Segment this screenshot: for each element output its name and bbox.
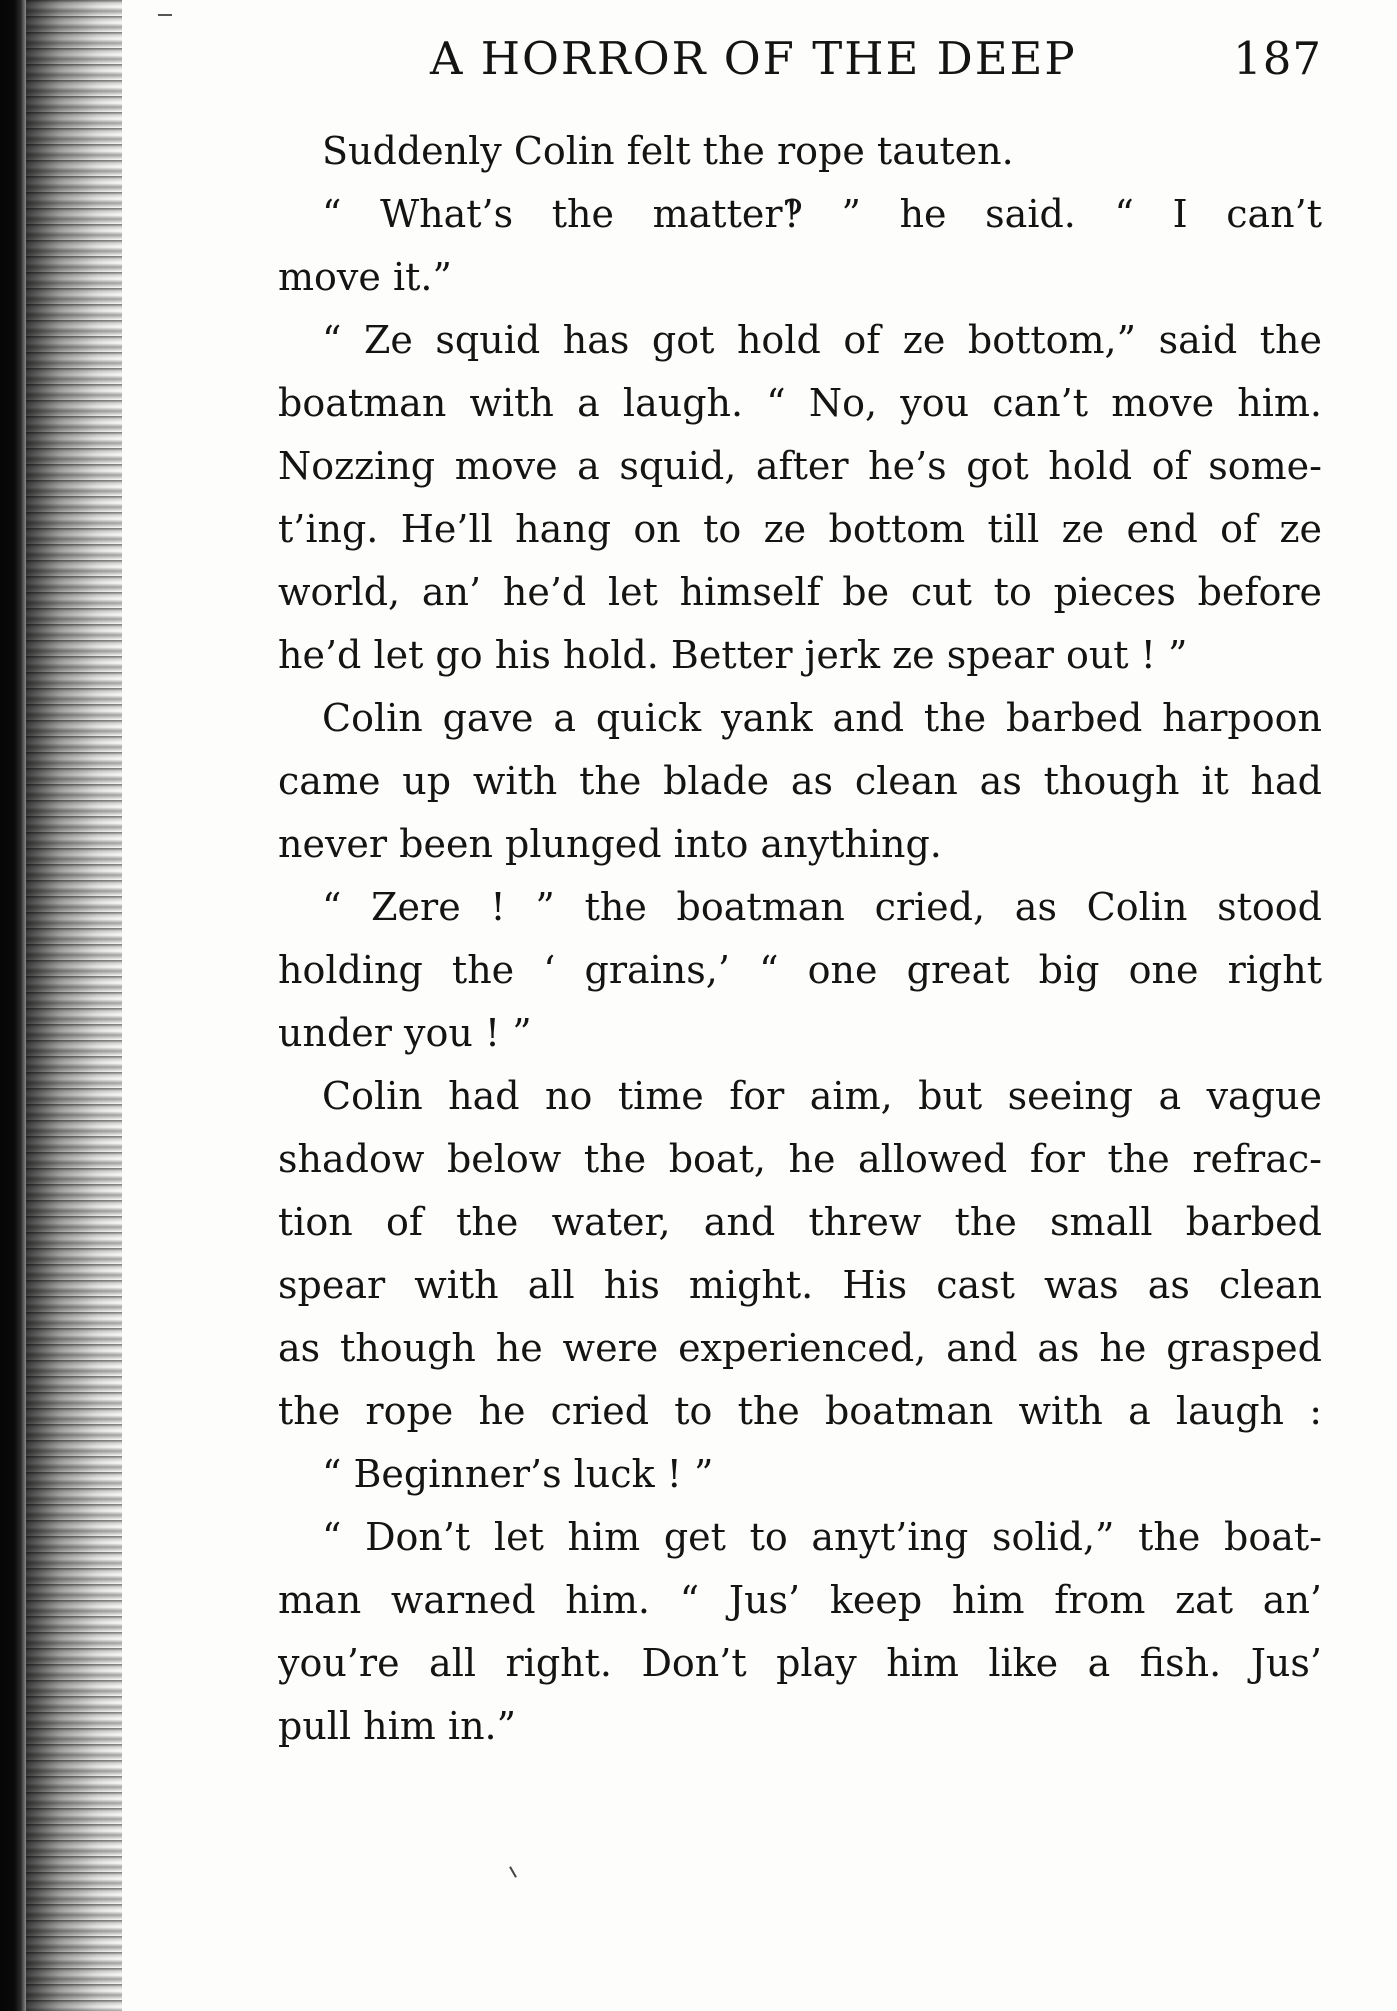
text-line: pull him in.”: [278, 1704, 517, 1748]
text-line: t’ing. He’ll hang on to ze bottom till ze end of ze: [278, 507, 1322, 551]
text-line: “ Ze squid has got hold of ze bottom,” said the: [322, 318, 1322, 362]
page-number: 187: [1233, 32, 1322, 85]
body-text: [278, 120, 1322, 1758]
stray-ink-mark: [509, 1866, 517, 1877]
text-line: “ What’s the matter‽ ” he said. “ I can’t: [322, 192, 1322, 236]
text-line: you’re all right. Don’t play him like a fish. Jus’: [278, 1641, 1322, 1685]
text-line: holding the ‘ grains,’ “ one great big one right: [278, 948, 1322, 992]
text-line: Nozzing move a squid, after he’s got hold of some-: [278, 444, 1322, 488]
text-line: boatman with a laugh. “ No, you can’t move him.: [278, 381, 1322, 425]
running-title: A HORROR OF THE DEEP: [430, 32, 1077, 85]
text-line: Colin gave a quick yank and the barbed harpoon: [322, 696, 1322, 740]
text-line: man warned him. “ Jus’ keep him from zat an’: [278, 1578, 1322, 1622]
text-line: came up with the blade as clean as though it had: [278, 759, 1322, 803]
text-line: “ Beginner’s luck ! ”: [322, 1452, 714, 1496]
text-line: move it.”: [278, 255, 452, 299]
binding-shadow: [0, 0, 26, 2011]
text-line: as though he were experienced, and as he grasped: [278, 1326, 1322, 1370]
binding-speckle: [26, 0, 122, 2011]
text-line: spear with all his might. His cast was as clean: [278, 1263, 1322, 1307]
page-header: [278, 26, 1322, 96]
scan-mark: [158, 14, 172, 16]
text-line: Colin had no time for aim, but seeing a vague: [322, 1074, 1322, 1118]
text-line: “ Don’t let him get to anyt’ing solid,” the boat-: [322, 1515, 1322, 1559]
text-line: he’d let go his hold. Better jerk ze spear out ! ”: [278, 633, 1188, 677]
text-line: the rope he cried to the boatman with a laugh :: [278, 1389, 1322, 1433]
text-line: “ Zere ! ” the boatman cried, as Colin stood: [322, 885, 1322, 929]
text-line: under you ! ”: [278, 1011, 532, 1055]
text-line: world, an’ he’d let himself be cut to pieces before: [278, 570, 1322, 614]
text-line: shadow below the boat, he allowed for the refrac-: [278, 1137, 1322, 1181]
text-line: tion of the water, and threw the small barbed: [278, 1200, 1322, 1244]
text-line: never been plunged into anything.: [278, 822, 942, 866]
text-line: Suddenly Colin felt the rope tauten.: [322, 129, 1014, 173]
